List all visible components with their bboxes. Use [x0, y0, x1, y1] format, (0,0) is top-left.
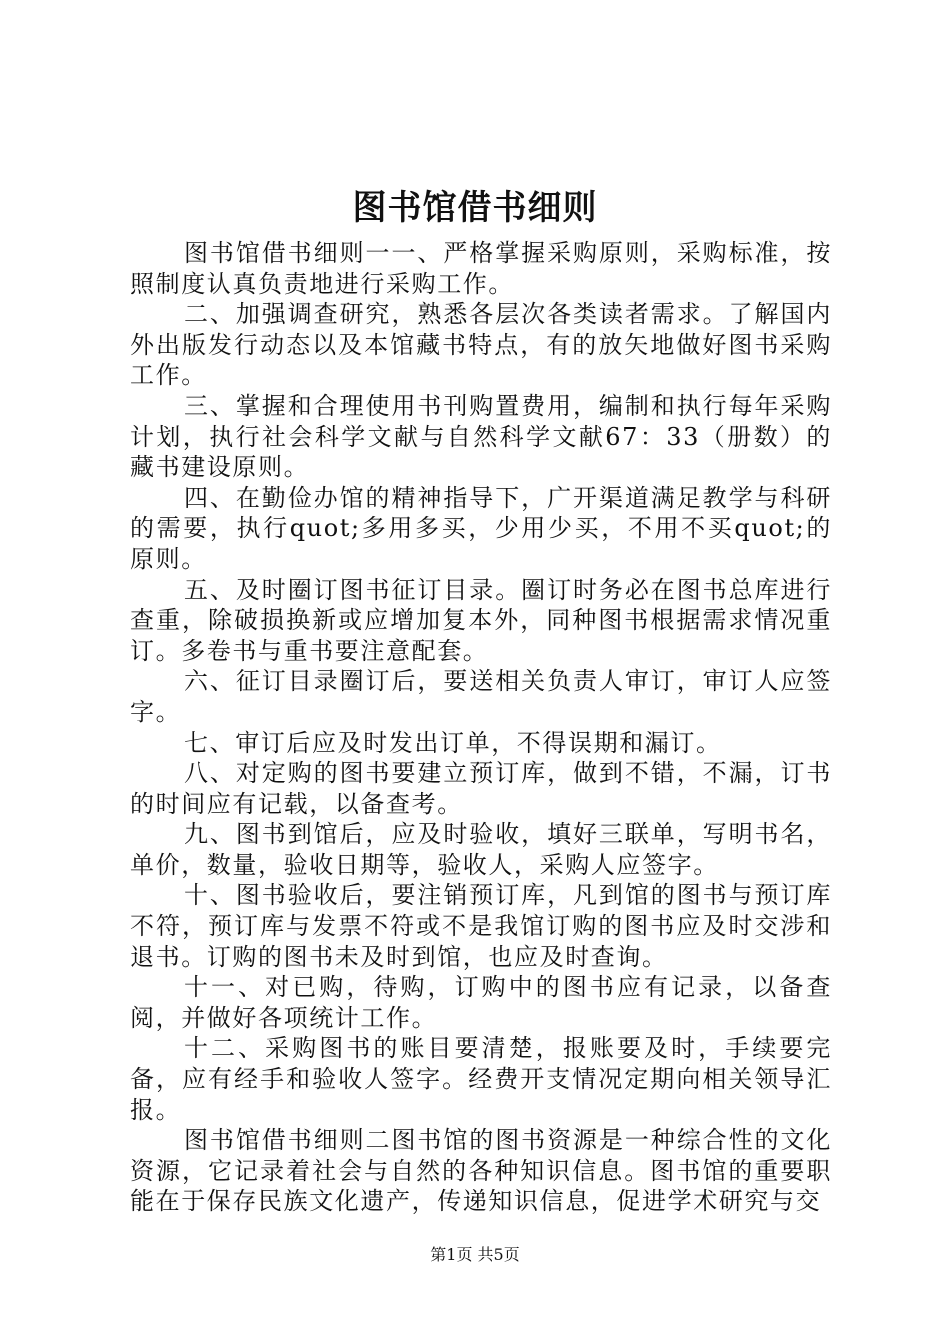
- paragraph-10: 十、图书验收后，要注销预订库，凡到馆的图书与预订库不符，预订库与发票不符或不是我馆订购的图书应及时交涉和退书。订购的图书未及时到馆，也应及时查询。: [130, 881, 832, 971]
- paragraph-9: 九、图书到馆后，应及时验收，填好三联单，写明书名，单价，数量，验收日期等，验收人，采购人应签字。: [130, 820, 832, 879]
- paragraph-1: 图书馆借书细则一一、严格掌握采购原则，采购标准，按照制度认真负责地进行采购工作。: [130, 239, 832, 298]
- paragraph-3: 三、掌握和合理使用书刊购置费用，编制和执行每年采购计划，执行社会科学文献与自然科学文献67：33（册数）的藏书建设原则。: [130, 391, 832, 482]
- paragraph-13: 图书馆借书细则二图书馆的图书资源是一种综合性的文化资源，它记录着社会与自然的各种知识信息。图书馆的重要职能在于保存民族文化遗产，传递知识信息，促进学术研究与交: [130, 1126, 832, 1216]
- paragraph-7: 七、审订后应及时发出订单，不得误期和漏订。: [184, 728, 722, 757]
- paragraph-8: 八、对定购的图书要建立预订库，做到不错，不漏，订书的时间应有记载，以备查考。: [130, 759, 832, 818]
- paragraph-12: 十二、采购图书的账目要清楚，报账要及时，手续要完备，应有经手和验收人签字。经费开支情况定期向相关领导汇报。: [130, 1034, 832, 1124]
- paragraph-11: 十一、对已购，待购，订购中的图书应有记录，以备查阅，并做好各项统计工作。: [130, 973, 832, 1032]
- page-footer: 第1页 共5页: [430, 1245, 520, 1264]
- paragraph-6: 六、征订目录圈订后，要送相关负责人审订，审订人应签字。: [130, 667, 832, 726]
- page-title: 图书馆借书细则: [352, 188, 598, 228]
- paragraph-4: 四、在勤俭办馆的精神指导下，广开渠道满足教学与科研的需要，执行quot;多用多买，少用少买，不用不买quot;的原则。: [130, 483, 832, 573]
- paragraph-5: 五、及时圈订图书征订目录。圈订时务必在图书总库进行查重，除破损换新或应增加复本外，同种图书根据需求情况重订。多卷书与重书要注意配套。: [130, 575, 832, 665]
- document-body: [130, 238, 832, 1217]
- paragraph-2: 二、加强调查研究，熟悉各层次各类读者需求。了解国内外出版发行动态以及本馆藏书特点，有的放矢地做好图书采购工作。: [130, 300, 832, 390]
